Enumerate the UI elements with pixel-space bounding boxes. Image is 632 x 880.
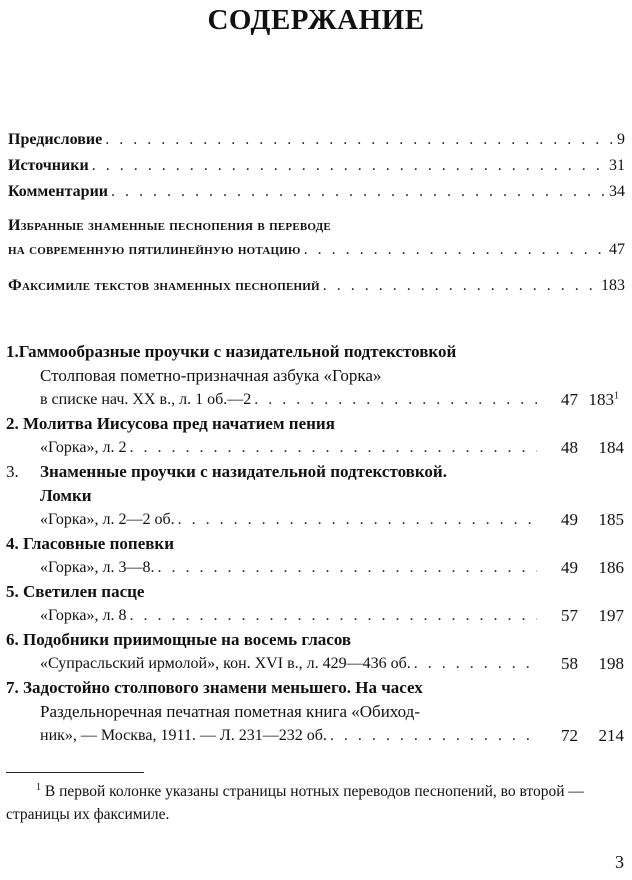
toc-label: Предисловие: [8, 131, 103, 148]
item-number: 3.: [6, 462, 19, 481]
item-source: «Горка», л. 2—2 об.: [40, 511, 175, 528]
toc-entry-facsimile[interactable]: [8, 274, 625, 298]
page-title: СОДЕРЖАНИЕ: [207, 4, 425, 36]
item-source-row: [40, 556, 540, 580]
toc-page: 9: [617, 131, 625, 148]
item-page-facsimile: [580, 388, 619, 412]
toc-label: на современную пятилинейную нотацию: [8, 241, 301, 258]
toc-entry-selected-chants[interactable]: [8, 238, 625, 262]
item-page-facsimile: 185: [598, 510, 624, 529]
toc-entry-comments[interactable]: [8, 180, 625, 204]
item-source-row: [40, 604, 540, 628]
item-page-facsimile: 184: [598, 438, 624, 457]
item-page-translation: 47: [561, 390, 578, 409]
page-number: 3: [615, 852, 624, 872]
leader-dots: [157, 556, 537, 580]
toc-label: Комментарии: [8, 183, 109, 200]
toc-label: Факсимиле текстов знаменных песнопений: [8, 277, 320, 294]
leader-dots: [129, 604, 537, 628]
leader-dots: [323, 274, 598, 298]
toc-label: Источники: [8, 157, 89, 174]
item-source: в списке нач. XX в., л. 1 об.—2: [40, 391, 252, 408]
leader-dots: [92, 154, 606, 178]
item-source-row: [40, 724, 540, 748]
item-source: «Горка», л. 8: [40, 607, 127, 624]
item-page-facsimile-value: 183: [588, 390, 614, 409]
item-source: «Горка», л. 3—8.: [40, 559, 155, 576]
toc-page: 183: [601, 277, 625, 294]
toc-page: 47: [609, 241, 625, 258]
item-title[interactable]: 7. Задостойно столпового знамени меньшего. На часех: [6, 678, 423, 697]
item-source-row: [40, 388, 540, 412]
leader-dots: [330, 724, 537, 748]
item-page-facsimile: 214: [598, 726, 624, 745]
toc-page: 34: [609, 183, 625, 200]
leader-dots: [178, 508, 537, 532]
leader-dots: [414, 652, 537, 676]
item-title[interactable]: Знаменные проучки с назидательной подтекстовкой.: [40, 462, 447, 481]
item-title[interactable]: 5. Светилен пасце: [6, 582, 145, 601]
item-title[interactable]: 2. Молитва Иисусова пред начатием пения: [6, 414, 335, 433]
item-page-translation: 57: [561, 606, 578, 625]
item-source: «Супрасльский ирмолой», кон. XVI в., л. 429—436 об.: [40, 655, 411, 672]
toc-entry-sources[interactable]: [8, 154, 625, 178]
item-page-translation: 49: [561, 510, 578, 529]
item-page-facsimile: 197: [598, 606, 624, 625]
item-page-translation: 58: [561, 654, 578, 673]
footnote-ref[interactable]: 1: [614, 390, 619, 402]
footnote-mark: 1: [36, 781, 41, 793]
footnote-text: В первой колонке указаны страницы нотных переводов песнопений, во второй — страницы их факсимиле.: [6, 783, 584, 823]
item-page-facsimile: 186: [598, 558, 624, 577]
footnote: [6, 780, 618, 826]
item-source: Столповая пометно-призначная азбука «Горка»: [40, 366, 382, 385]
item-source: «Горка», л. 2: [40, 439, 127, 456]
leader-dots: [254, 388, 537, 412]
footnote-divider: [6, 772, 144, 773]
item-source-row: [40, 652, 540, 676]
leader-dots: [129, 436, 537, 460]
item-page-facsimile: 198: [598, 654, 624, 673]
item-source: ник», — Москва, 1911. — Л. 231—232 об.: [40, 727, 327, 744]
item-page-translation: 72: [561, 726, 578, 745]
item-source: Раздельноречная печатная пометная книга «Обиход-: [40, 702, 420, 721]
leader-dots: [304, 238, 606, 262]
item-page-translation: 49: [561, 558, 578, 577]
leader-dots: [105, 128, 614, 152]
item-title[interactable]: 1.Гаммообразные проучки с назидательной подтекстовкой: [6, 342, 457, 361]
toc-entry-preface[interactable]: [8, 128, 625, 152]
item-source-row: [40, 508, 540, 532]
item-title[interactable]: 6. Подобники приимощные на восемь гласов: [6, 630, 352, 649]
item-title-continued: Ломки: [40, 486, 92, 505]
item-title[interactable]: 4. Гласовные попевки: [6, 534, 175, 553]
item-page-translation: 48: [561, 438, 578, 457]
leader-dots: [111, 180, 606, 204]
item-source-row: [40, 436, 540, 460]
toc-page: 31: [609, 157, 625, 174]
toc-selected-chants-line1: Избранные знаменные песнопения в переводе: [8, 217, 331, 234]
